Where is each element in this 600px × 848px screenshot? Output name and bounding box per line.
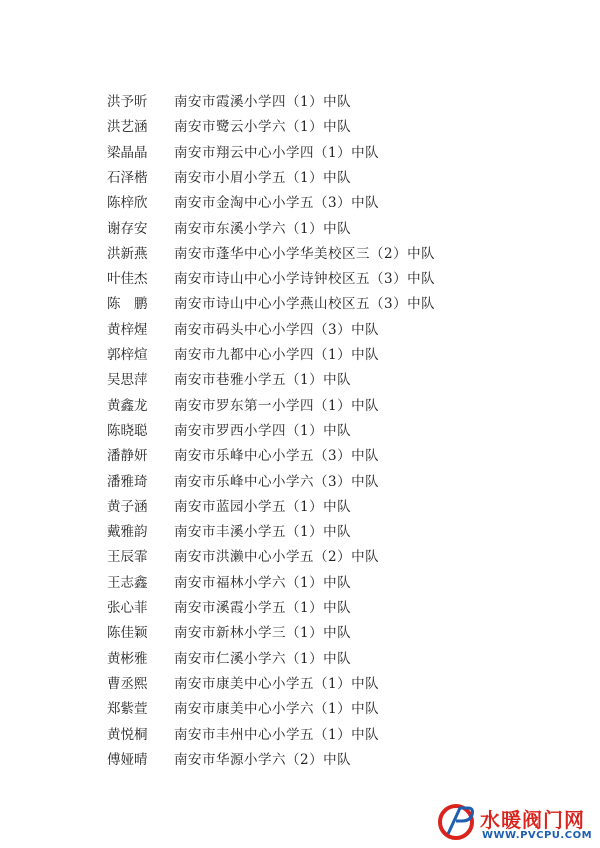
- student-name: 石泽楷: [107, 169, 148, 186]
- roster-row: [0, 596, 600, 621]
- roster-row: [0, 520, 600, 545]
- roster-row: [0, 748, 600, 773]
- school-class-unit: 南安市福林小学六（1）中队: [174, 574, 352, 591]
- roster-row: [0, 191, 600, 216]
- watermark: [438, 802, 598, 846]
- student-name: 王辰霏: [107, 549, 148, 566]
- student-name: 郑紫萱: [107, 701, 148, 718]
- school-class-unit: 南安市洪濑中心小学五（2）中队: [174, 549, 380, 566]
- school-class-unit: 南安市巷雅小学五（1）中队: [174, 372, 352, 389]
- student-name: 戴雅韵: [107, 524, 148, 541]
- roster-row: [0, 697, 600, 722]
- student-name: 黄鑫龙: [107, 397, 148, 414]
- roster-row: [0, 166, 600, 191]
- school-class-unit: 南安市蓬华中心小学华美校区三（2）中队: [174, 245, 436, 262]
- student-name: 洪艺涵: [107, 119, 148, 136]
- roster-row: [0, 267, 600, 292]
- school-class-unit: 南安市诗山中心小学诗钟校区五（3）中队: [174, 271, 436, 288]
- roster-row: [0, 672, 600, 697]
- student-name: 谢存安: [107, 220, 148, 237]
- roster-row: [0, 444, 600, 469]
- student-name: 洪予昕: [107, 94, 148, 110]
- roster-row: [0, 318, 600, 343]
- school-class-unit: 南安市翔云中心小学四（1）中队: [174, 144, 380, 161]
- student-name: 张心菲: [107, 600, 148, 616]
- student-name: 郭梓煊: [107, 347, 148, 363]
- student-name: 王志鑫: [107, 574, 148, 591]
- student-name: 黄彬雅: [107, 650, 148, 667]
- student-name: 吴思萍: [107, 372, 148, 389]
- school-class-unit: 南安市溪霞小学五（1）中队: [174, 600, 352, 616]
- school-class-unit: 南安市小眉小学五（1）中队: [174, 169, 352, 186]
- student-name: 陈晓聪: [107, 422, 148, 439]
- student-name: 洪新燕: [107, 245, 148, 262]
- pvcpu-logo-icon: [438, 802, 476, 842]
- student-name: 陈梓欣: [107, 195, 148, 212]
- roster-row: [0, 292, 600, 317]
- roster-row: [0, 141, 600, 166]
- roster-row: [0, 217, 600, 242]
- school-class-unit: 南安市诗山中心小学燕山校区五（3）中队: [174, 296, 436, 313]
- school-class-unit: 南安市华源小学六（2）中队: [174, 751, 352, 768]
- student-name: 叶佳杰: [107, 271, 148, 288]
- roster-row: [0, 90, 600, 115]
- student-name: 黄悦桐: [107, 726, 148, 743]
- school-class-unit: 南安市罗西小学四（1）中队: [174, 422, 352, 439]
- school-class-unit: 南安市东溪小学六（1）中队: [174, 220, 352, 237]
- student-name: 黄子涵: [107, 498, 148, 515]
- roster-row: [0, 495, 600, 520]
- student-name: 潘静妍: [107, 448, 148, 465]
- roster-row: [0, 545, 600, 570]
- school-class-unit: 南安市霞溪小学四（1）中队: [174, 94, 352, 110]
- school-class-unit: 南安市金淘中心小学五（3）中队: [174, 195, 380, 212]
- school-class-unit: 南安市新林小学三（1）中队: [174, 625, 352, 642]
- student-name: 陈 鹏: [107, 296, 148, 313]
- roster-row: [0, 115, 600, 140]
- school-class-unit: 南安市乐峰中心小学六（3）中队: [174, 473, 380, 490]
- roster-row: [0, 419, 600, 444]
- student-name: 陈佳颖: [107, 625, 148, 642]
- school-class-unit: 南安市康美中心小学五（1）中队: [174, 675, 380, 692]
- roster-row: [0, 723, 600, 748]
- roster-row: [0, 368, 600, 393]
- school-class-unit: 南安市蓝园小学五（1）中队: [174, 498, 352, 515]
- roster-row: [0, 571, 600, 596]
- school-class-unit: 南安市乐峰中心小学五（3）中队: [174, 448, 380, 465]
- school-class-unit: 南安市罗东第一小学四（1）中队: [174, 397, 380, 414]
- school-class-unit: 南安市码头中心小学四（3）中队: [174, 321, 380, 338]
- student-name: 黄梓煋: [107, 321, 148, 338]
- watermark-site-url: WWW.PVCPU.COM: [482, 830, 593, 841]
- roster-row: [0, 394, 600, 419]
- roster-row: [0, 647, 600, 672]
- school-class-unit: 南安市仁溪小学六（1）中队: [174, 650, 352, 667]
- school-class-unit: 南安市丰州中心小学五（1）中队: [174, 726, 380, 743]
- watermark-site-name: 水暖阀门网: [480, 808, 585, 832]
- school-class-unit: 南安市康美中心小学六（1）中队: [174, 701, 380, 718]
- student-name: 傅娅晴: [107, 751, 148, 768]
- student-name: 梁晶晶: [107, 144, 148, 161]
- school-class-unit: 南安市鹭云小学六（1）中队: [174, 119, 352, 136]
- roster-row: [0, 242, 600, 267]
- student-name: 潘雅琦: [107, 473, 148, 490]
- roster-row: [0, 621, 600, 646]
- school-class-unit: 南安市丰溪小学五（1）中队: [174, 524, 352, 541]
- school-class-unit: 南安市九都中心小学四（1）中队: [174, 347, 380, 363]
- student-name: 曹丞熙: [107, 675, 148, 692]
- roster-row: [0, 470, 600, 495]
- roster-row: [0, 343, 600, 368]
